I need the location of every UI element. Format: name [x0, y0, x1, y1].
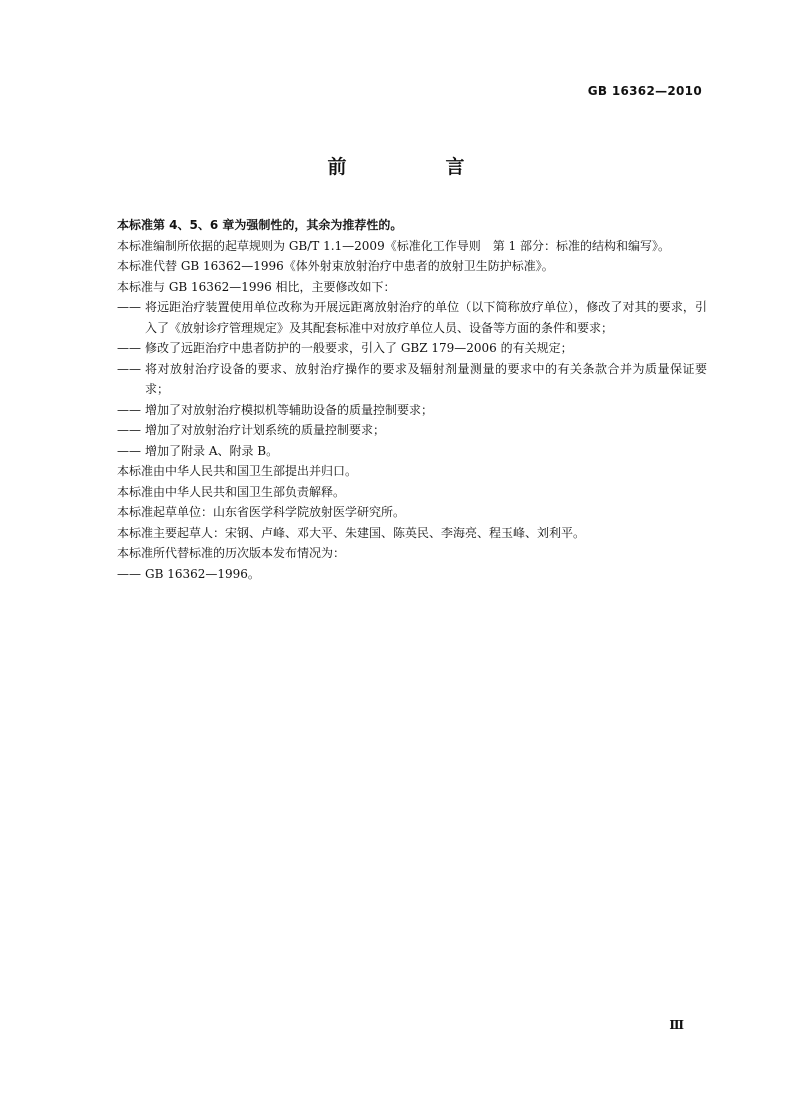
document-body [117, 215, 707, 584]
standard-code: GB 16362—2010 [587, 84, 702, 98]
paragraph-history-intro: 本标准所代替标准的历次版本发布情况为： [117, 546, 346, 560]
change-item-3 [117, 359, 707, 400]
paragraph-drafting-unit: 本标准起草单位：山东省医学科学院放射医学研究所。 [117, 505, 406, 519]
change-item-1 [117, 297, 707, 338]
paragraph-interpreted-by: 本标准由中华人民共和国卫生部负责解释。 [117, 484, 346, 499]
change-item-text: 增加了对放射治疗计划系统的质量控制要求； [145, 423, 386, 437]
change-item-4 [117, 400, 707, 421]
change-item-5 [117, 420, 707, 441]
change-item-text: 修改了远距治疗中患者防护的一般要求，引入了 GBZ 179—2006 的有关规定； [145, 341, 573, 355]
paragraph-main-changes: 本标准与 GB 16362—1996 相比，主要修改如下： [117, 279, 396, 294]
change-item-text: 将远距治疗装置使用单位改称为开展远距离放射治疗的单位（以下简称放疗单位），修改了对其的要求，引入了《放射诊疗管理规定》及其配套标准中对放疗单位人员、设备等方面的条件和要求； [145, 300, 707, 335]
change-item-text: 增加了附录 A、附录 B。 [145, 443, 279, 458]
dash-marker: —— [117, 443, 141, 458]
paragraph-mandatory-chapters: 本标准第 4、5、6 章为强制性的，其余为推荐性的。 [117, 218, 403, 232]
paragraph-drafters: 本标准主要起草人：宋钢、卢峰、邓大平、朱建国、陈英民、李海亮、程玉峰、刘利平。 [117, 525, 586, 540]
dash-marker: —— [117, 402, 141, 417]
change-item-2 [117, 338, 707, 359]
history-item-1 [117, 564, 707, 585]
change-item-text: 将对放射治疗设备的要求、放射治疗操作的要求及辐射剂量测量的要求中的有关条款合并为质量保证要求； [145, 361, 707, 396]
dash-marker: —— [117, 300, 141, 314]
page-title: 前 言 [327, 156, 505, 178]
change-item-6 [117, 441, 707, 462]
page-number: Ⅲ [669, 1018, 684, 1032]
dash-marker: —— [117, 423, 141, 437]
paragraph-drafting-rules: 本标准编制所依据的起草规则为 GB/T 1.1—2009《标准化工作导则 第 1 部分：标准的结构和编写》。 [117, 238, 670, 253]
dash-marker: —— [117, 566, 141, 581]
dash-marker: —— [117, 361, 141, 376]
paragraph-proposed-by: 本标准由中华人民共和国卫生部提出并归口。 [117, 464, 358, 478]
paragraph-replaces: 本标准代替 GB 16362—1996《体外射束放射治疗中患者的放射卫生防护标准》。 [117, 259, 554, 273]
dash-marker: —— [117, 341, 141, 355]
change-item-text: 增加了对放射治疗模拟机等辅助设备的质量控制要求； [145, 402, 434, 417]
history-item-text: GB 16362—1996。 [145, 566, 260, 581]
